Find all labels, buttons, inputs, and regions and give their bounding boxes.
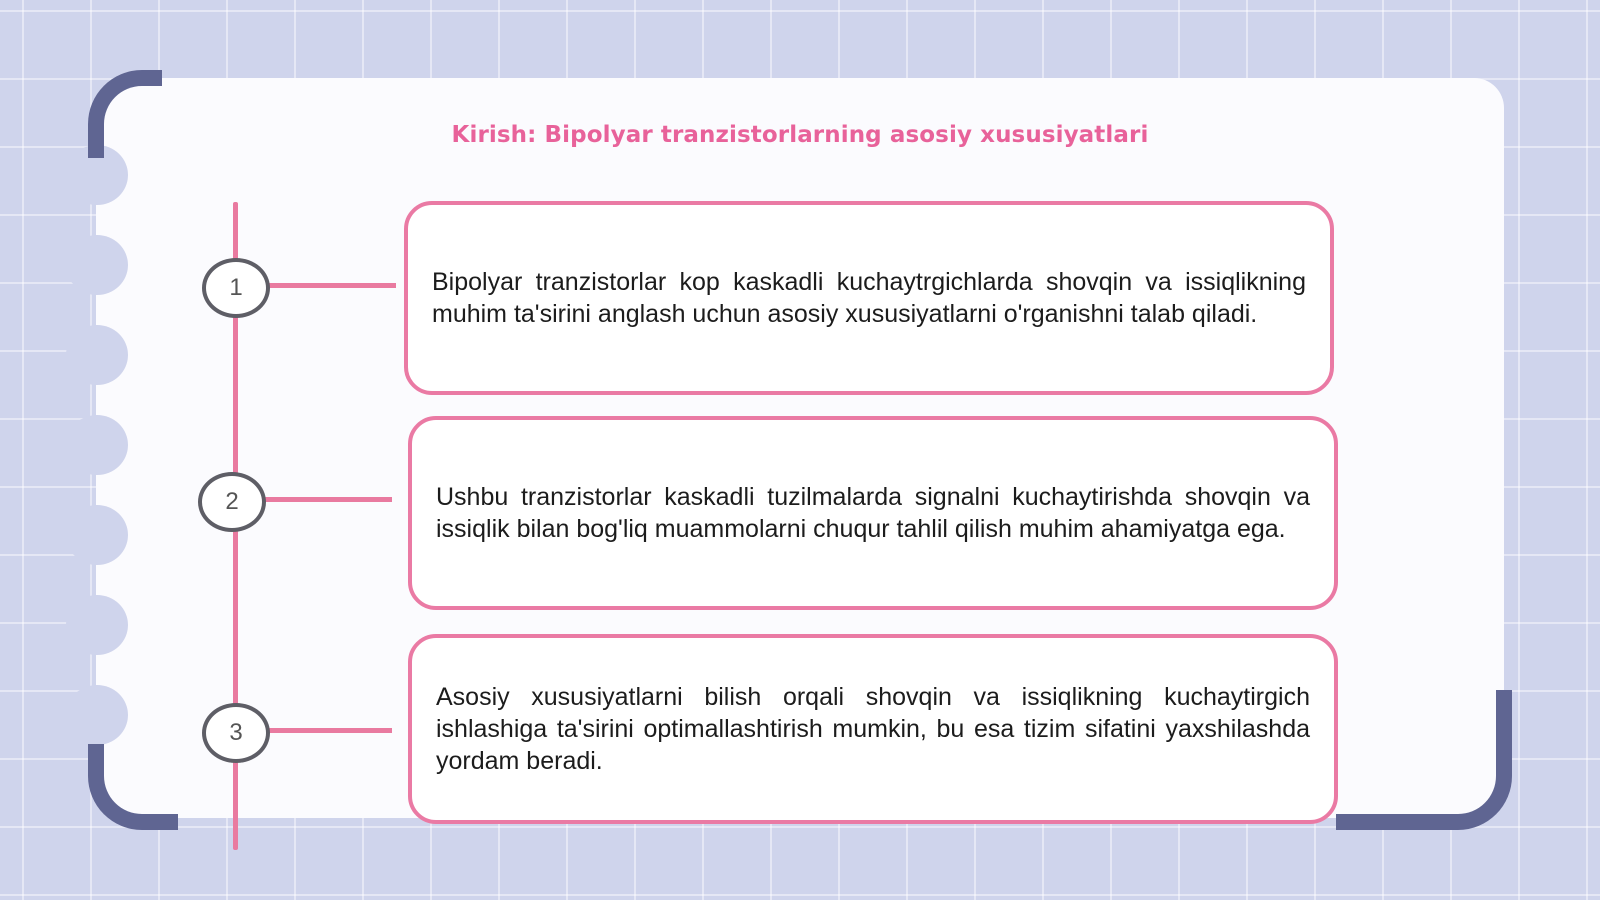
step-number-badge: 1 xyxy=(202,258,270,318)
connector-line xyxy=(266,283,396,288)
step-card xyxy=(408,634,1338,824)
scallop-edge xyxy=(66,235,128,295)
connector-line xyxy=(266,728,392,733)
step-card xyxy=(408,416,1338,610)
scallop-edge xyxy=(66,325,128,385)
connector-line xyxy=(262,497,392,502)
step-number-badge: 2 xyxy=(198,472,266,532)
step-text: Asosiy xususiyatlarni bilish orqali shovqin va issiqlikning kuchaytirgich ishlashiga ta'sirini optimallashtirish mumkin, bu esa tizim sifatini yaxshilashda yordam beradi. xyxy=(436,683,1310,775)
slide-title: Kirish: Bipolyar tranzistorlarning asosiy xususiyatlari xyxy=(451,122,1149,148)
corner-bracket-bottom-right xyxy=(1336,690,1512,830)
step-text: Bipolyar tranzistorlar kop kaskadli kuchaytrgichlarda shovqin va issiqlikning muhim ta'sirini anglash uchun asosiy xususiyatlarni o'rganishni talab qiladi. xyxy=(432,268,1306,328)
step-number-badge: 3 xyxy=(202,703,270,763)
scallop-edge xyxy=(66,505,128,565)
step-text: Ushbu tranzistorlar kaskadli tuzilmalarda signalni kuchaytirishda shovqin va issiqlik bilan bog'liq muammolarni chuqur tahlil qilish muhim ahamiyatga ega. xyxy=(436,483,1310,543)
step-card xyxy=(404,201,1334,395)
scallop-edge xyxy=(66,685,128,745)
scallop-edge xyxy=(66,595,128,655)
scallop-edge xyxy=(66,415,128,475)
